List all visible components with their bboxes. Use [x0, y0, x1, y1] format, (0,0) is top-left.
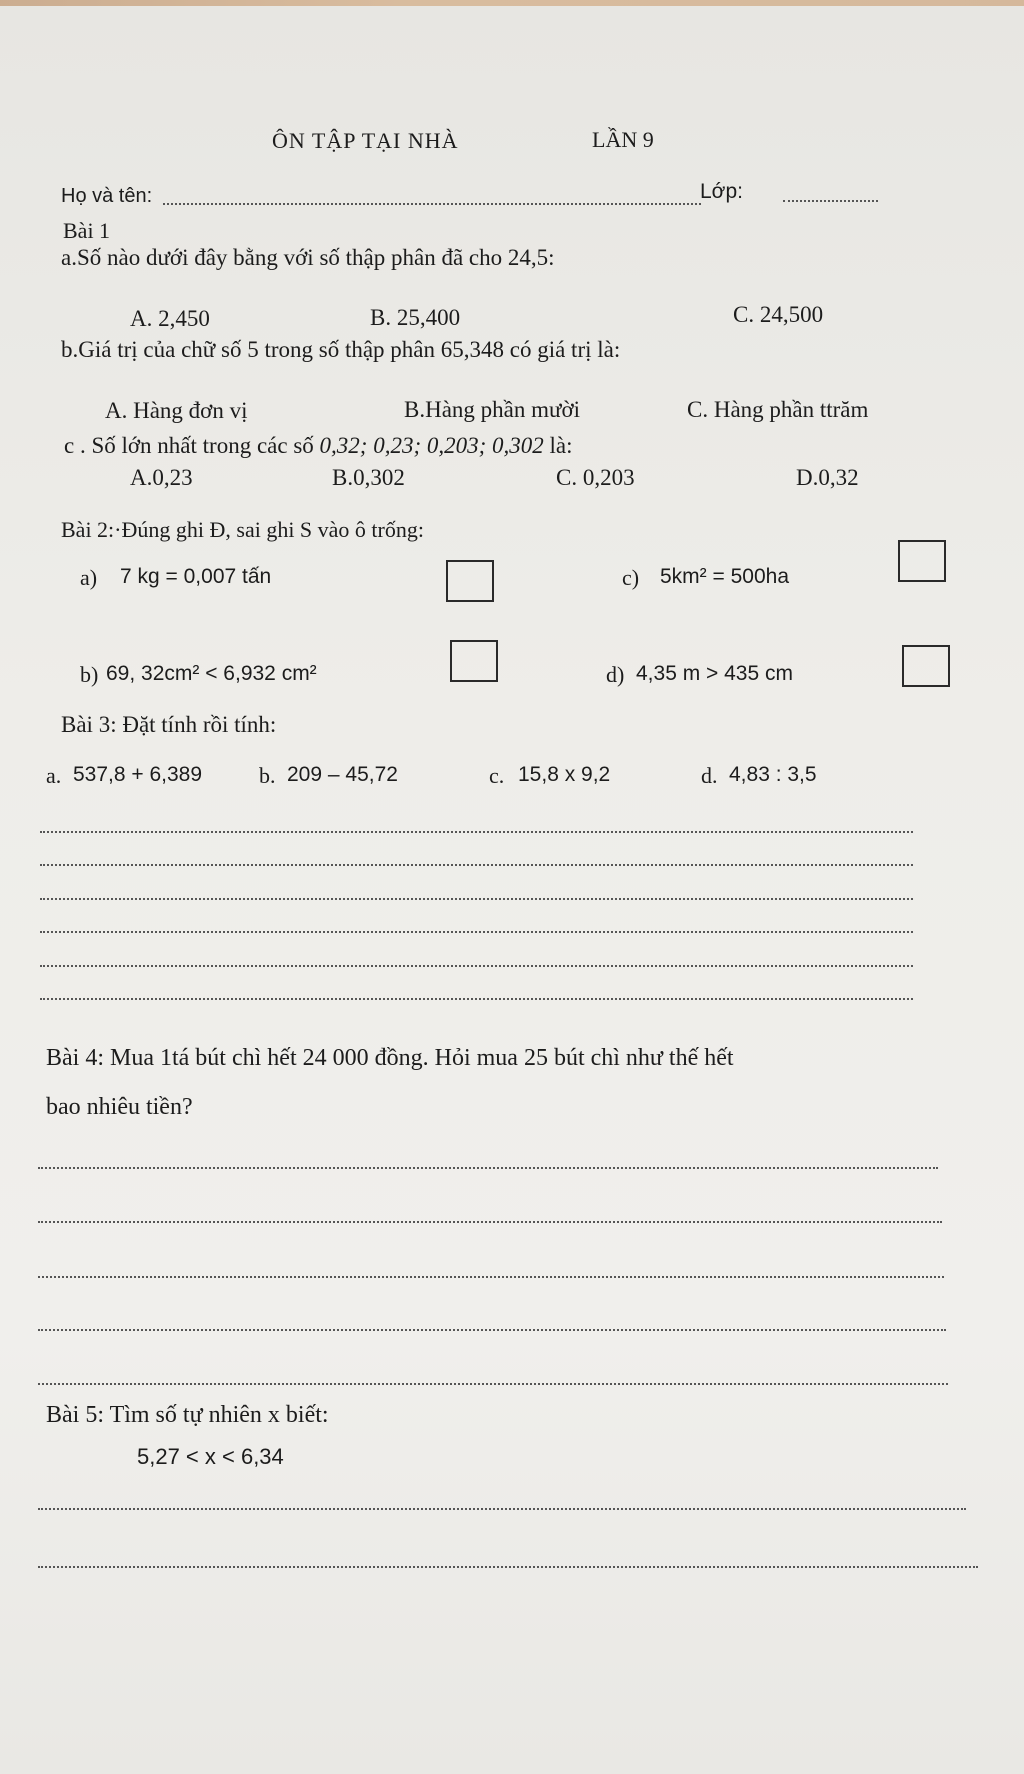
bai3-item-b-expr: 209 – 45,72	[287, 763, 398, 786]
bai2-title: Bài 2:·Đúng ghi Đ, sai ghi S vào ô trống:	[61, 517, 424, 542]
bai4-answer-line	[38, 1276, 944, 1278]
bai1-c-question-suffix: là:	[549, 433, 573, 458]
bai3-answer-line	[40, 965, 913, 967]
bai1-a-question: a.Số nào dưới đây bằng với số thập phân đã cho 24,5:	[61, 245, 555, 270]
worksheet-title: ÔN TẬP TẠI NHÀ	[272, 128, 459, 153]
bai3-answer-line	[40, 931, 913, 933]
bai1-c-option-a: A.0,23	[130, 465, 193, 490]
bai3-item-b-label: b.	[259, 763, 276, 788]
bai4-question-line1: Bài 4: Mua 1tá bút chì hết 24 000 đồng. Hỏi mua 25 bút chì như thế hết	[46, 1045, 734, 1071]
bai2-item-d-answer-box[interactable]	[902, 645, 950, 687]
bai1-c-option-c: C. 0,203	[556, 465, 635, 490]
bai3-item-c-expr: 15,8 x 9,2	[518, 763, 611, 786]
bai1-c-option-d: D.0,32	[796, 465, 859, 490]
bai1-title: Bài 1	[63, 218, 111, 243]
bai1-a-option-c: C. 24,500	[733, 302, 824, 327]
bai3-title: Bài 3: Đặt tính rồi tính:	[61, 712, 277, 737]
bai4-question-line2: bao nhiêu tiền?	[46, 1094, 193, 1120]
bai3-answer-line	[40, 998, 913, 1000]
bai1-b-option-a: A. Hàng đơn vị	[105, 398, 248, 423]
bai5-answer-line	[38, 1566, 978, 1568]
bai3-item-d-expr: 4,83 : 3,5	[729, 763, 817, 786]
bai1-b-option-b: B.Hàng phần mười	[404, 397, 581, 422]
bai3-answer-line	[40, 831, 913, 833]
bai2-item-a-expr: 7 kg = 0,007 tấn	[120, 565, 272, 588]
name-label: Họ và tên:	[61, 185, 153, 207]
bai2-item-c-label: c)	[622, 565, 640, 590]
bai3-item-d-label: d.	[701, 763, 718, 788]
bai3-item-a-label: a.	[46, 763, 62, 788]
bai2-item-d-label: d)	[606, 662, 625, 687]
bai3-answer-line	[40, 864, 913, 866]
bai3-item-a-expr: 537,8 + 6,389	[73, 763, 203, 786]
class-fill-line	[783, 200, 878, 202]
bai2-item-c-answer-box[interactable]	[898, 540, 946, 582]
class-label: Lớp:	[700, 180, 743, 203]
bai1-c-question	[64, 433, 573, 459]
bai2-item-d-expr: 4,35 m > 435 cm	[636, 662, 793, 685]
bai1-c-question-numbers: 0,32; 0,23; 0,203; 0,302	[319, 433, 544, 458]
bai1-b-question: b.Giá trị của chữ số 5 trong số thập phân 65,348 có giá trị là:	[61, 337, 621, 362]
bai2-item-b-expr: 69, 32cm² < 6,932 cm²	[106, 662, 317, 685]
bai5-expr: 5,27 < x < 6,34	[137, 1444, 284, 1469]
name-fill-line	[163, 203, 701, 205]
bai5-answer-line	[38, 1508, 966, 1510]
bai1-a-option-b: B. 25,400	[370, 305, 461, 330]
bai2-item-a-label: a)	[80, 565, 98, 590]
bai4-answer-line	[38, 1329, 946, 1331]
bai2-item-b-answer-box[interactable]	[450, 640, 498, 682]
bai3-item-c-label: c.	[489, 763, 505, 788]
bai2-item-c-expr: 5km² = 500ha	[660, 565, 789, 588]
bai4-answer-line	[38, 1383, 948, 1385]
bai3-answer-line	[40, 898, 913, 900]
bai1-c-option-b: B.0,302	[332, 465, 405, 490]
bai2-item-b-label: b)	[80, 662, 99, 687]
bai4-answer-line	[38, 1221, 942, 1223]
bai2-item-a-answer-box[interactable]	[446, 560, 494, 602]
bai4-answer-line	[38, 1167, 938, 1169]
bai1-a-option-a: A. 2,450	[130, 306, 210, 331]
bai1-c-question-prefix: c . Số lớn nhất trong các số	[64, 433, 314, 458]
bai1-b-option-c: C. Hàng phần ttrăm	[687, 397, 869, 422]
worksheet-round: LẦN 9	[592, 127, 654, 152]
bai5-title: Bài 5: Tìm số tự nhiên x biết:	[46, 1402, 329, 1428]
